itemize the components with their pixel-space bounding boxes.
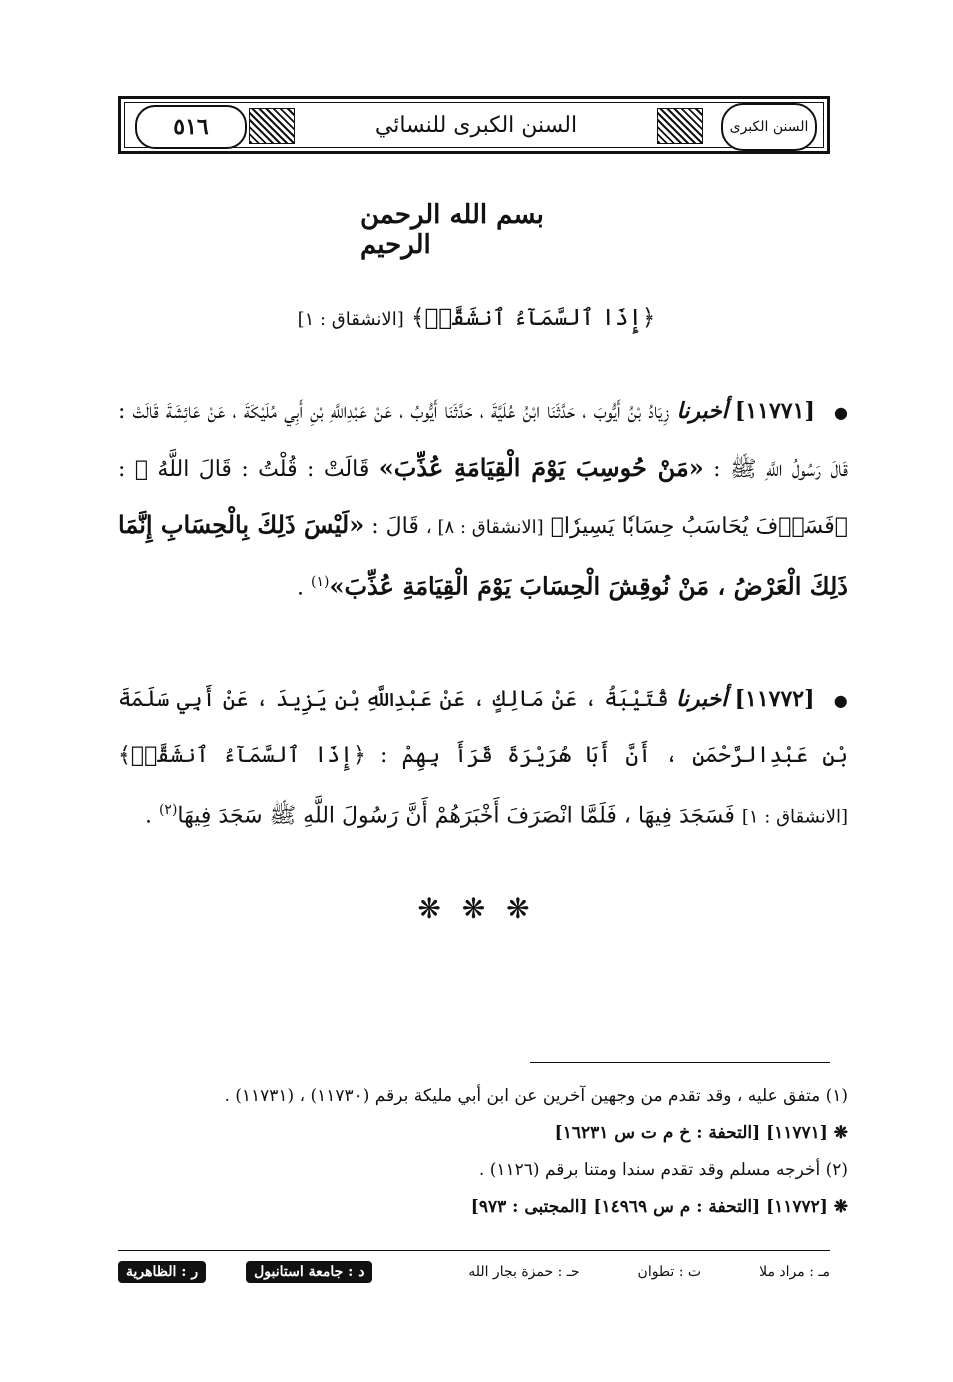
hadith-text: زِيَادُ بْنُ أَيُّوبَ ، حَدَّثَنَا ابْنُ عُلَيَّةَ ، حَدَّثَنَا أَيُّوبُ ، عَنْ عَبْدِاللَّهِ بْنِ أَبِي مُلَيْكَةَ ، عَنْ عَائِشَةَ قَالَتْ : قَالَ رَسُولُ اللَّهِ ﷺ : <box>118 399 848 482</box>
ornament-left <box>249 108 295 144</box>
akhbarana: أخبرنا <box>676 686 728 712</box>
hadith-number: [١١٧٧١] <box>734 398 815 424</box>
footnote-1: (١) متفق عليه ، وقد تقدم من وجهين آخرين عن ابن أبي مليكة برقم (١١٧٣٠) ، (١١٧٣١) . <box>224 1086 848 1106</box>
footnote-divider <box>530 1062 830 1063</box>
source-istanbul: د : جامعة استانبول <box>246 1261 372 1283</box>
bullet-icon: ● <box>833 403 849 422</box>
book-title: السنن الكبرى للنسائي <box>374 112 578 138</box>
hadith-text: قُتَيْبَةُ ، عَنْ مَالِكٍ ، عَنْ عَبْدِاللَّهِ بْنِ يَزِيدَ ، عَنْ أَبِي سَلَمَةَ بْنِ عَبْدِالرَّحْمَنِ ، أَنَّ أَبَا هُرَيْرَةَ قَرَأَ بِهِمْ : <box>118 687 849 768</box>
hadith-text: فَسَجَدَ فِيهَا ، فَلَمَّا انْصَرَفَ أَخْبَرَهُمْ أَنَّ رَسُولَ اللَّهِ ﷺ سَجَدَ فِيهَا <box>177 803 735 829</box>
quran-verse: ﴿فَسَوۡفَ يُحَاسَبُ حِسَابٗا يَسِيرٗا﴾ <box>550 514 849 539</box>
verse-reference: [الانشقاق : ١] <box>741 806 848 828</box>
hadith-text: قَالَ : <box>371 514 419 539</box>
prophet-quote: «لَيْسَ ذَلِكَ بِالْحِسَابِ إِنَّمَا ذَلِكَ الْعَرْضُ ، مَنْ نُوقِشَ الْحِسَابَ يَوْمَ الْقِيَامَةِ عُذِّبَ» <box>118 510 848 601</box>
akhbarana: أخبرنا <box>676 398 728 424</box>
source-murad-mulla: مـ : مراد ملا <box>759 1264 830 1280</box>
footnote-tuhfa-11772: ❋ [١١٧٧٢] [التحفة : م س ١٤٩٦٩] [المجتبى : ٩٧٣] <box>470 1197 848 1217</box>
surah-verse: ﴿إِذَا ٱلسَّمَآءُ ٱنشَقَّتۡ﴾ <box>411 305 656 331</box>
hadith-number: [١١٧٧٢] <box>734 686 815 712</box>
hadith-end: . <box>296 575 311 601</box>
section-separator: ❋ ❋ ❋ <box>417 892 536 925</box>
ornament-right <box>657 108 703 144</box>
prophet-quote: «مَنْ حُوسِبَ يَوْمَ الْقِيَامَةِ عُذِّبَ» <box>378 453 704 482</box>
footnote-2: (٢) أخرجه مسلم وقد تقدم سندا ومتنا برقم (١١٢٦) . <box>478 1160 848 1180</box>
hadith-text: قَالَتْ : قُلْتُ : قَالَ اللَّهُ ﷻ : <box>118 457 370 482</box>
source-hamza: حـ : حمزة بجار الله <box>468 1264 580 1280</box>
source-zahiriyya: ر : الظاهرية <box>118 1261 206 1283</box>
quran-verse: ﴿إِذَا ٱلسَّمَآءُ ٱنشَقَّتۡ﴾ <box>118 743 366 768</box>
surah-reference: [الانشقاق : ١] <box>297 309 404 330</box>
footnote-tuhfa-11771: ❋ [١١٧٧١] [التحفة : خ م ت س ١٦٢٣١] <box>554 1123 848 1143</box>
page-header-frame <box>118 96 830 154</box>
source-tetouan: ت : تطوان <box>637 1264 702 1280</box>
footnote-mark[interactable]: (١) <box>310 574 330 590</box>
title-medallion: السنن الكبرى <box>721 103 817 151</box>
verse-reference: [الانشقاق : ٨] ، <box>425 517 544 538</box>
basmala: بسم الله الرحمن الرحيم <box>360 200 544 260</box>
bullet-icon: ● <box>833 691 848 710</box>
surah-heading <box>250 305 703 331</box>
footnote-mark[interactable]: (٢) <box>158 802 178 818</box>
hadith-11772 <box>118 672 848 844</box>
manuscript-sources <box>118 1258 830 1286</box>
bottom-divider <box>118 1250 830 1251</box>
hadith-end: . <box>144 803 159 829</box>
hadith-11771 <box>118 384 848 615</box>
footnotes <box>118 1078 848 1226</box>
page-number: ٥١٦ <box>135 105 247 149</box>
